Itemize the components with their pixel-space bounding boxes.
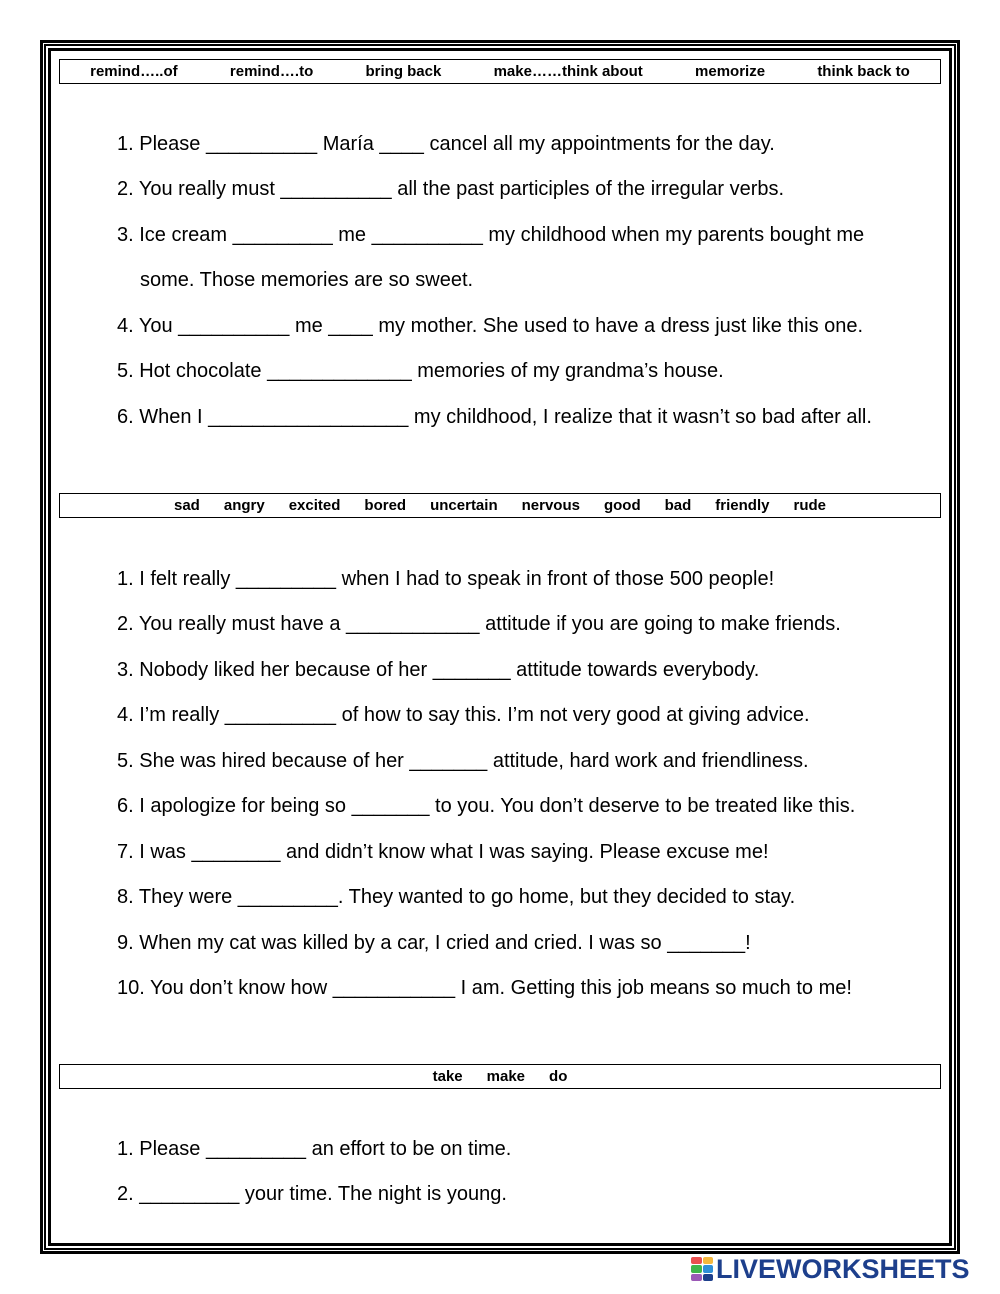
sentence-text: 1. Please _________ an effort to be on time. — [117, 1138, 512, 1160]
exercise-item — [117, 133, 775, 155]
logo-mark-tile — [703, 1257, 714, 1264]
sentence-text: 1. Please __________ María ____ cancel all my appointments for the day. — [117, 133, 775, 155]
sentence-text: 9. When my cat was killed by a car, I cried and cried. I was so _______! — [117, 932, 751, 954]
logo-mark-tile — [691, 1257, 702, 1264]
word-bank-item: remind….to — [229, 63, 314, 80]
logo-mark-tile — [703, 1274, 714, 1281]
exercise-item — [117, 224, 864, 291]
liveworksheets-logo — [691, 1253, 970, 1285]
exercise-item — [117, 932, 751, 954]
sentence-text: 3. Ice cream _________ me __________ my childhood when my parents bought me — [117, 224, 865, 246]
exercise-item — [117, 1183, 507, 1205]
word-bank-item: rude — [793, 497, 826, 514]
exercise-item — [117, 750, 809, 772]
word-bank-1 — [59, 59, 941, 84]
logo-mark-tile — [703, 1265, 714, 1272]
sentence-continuation: some. Those memories are so sweet. — [140, 269, 474, 291]
word-bank-item: remind…..of — [90, 63, 178, 80]
word-bank-item: bring back — [365, 63, 442, 80]
exercise-item — [117, 178, 784, 200]
word-bank-item: sad — [174, 497, 200, 514]
exercise-item — [117, 977, 852, 999]
word-bank-item: bored — [364, 497, 407, 514]
word-bank-item: make — [486, 1068, 526, 1085]
word-bank-item: uncertain — [430, 497, 498, 514]
word-bank-item: excited — [288, 497, 341, 514]
word-bank-item: good — [603, 497, 641, 514]
sentence-text: 2. You really must have a ____________ attitude if you are going to make friends. — [117, 613, 841, 635]
exercise-item — [117, 659, 759, 681]
word-bank-item: think back to — [817, 63, 910, 80]
sentence-text: 5. Hot chocolate _____________ memories of my grandma’s house. — [117, 360, 724, 382]
sentence-text: 4. You __________ me ____ my mother. She used to have a dress just like this one. — [117, 315, 864, 337]
exercise-item — [117, 613, 841, 635]
exercise-item — [117, 568, 774, 590]
logo-text: LIVEWORKSHEETS — [716, 1253, 970, 1284]
word-bank-item: do — [549, 1068, 568, 1085]
sentence-text: 8. They were _________. They wanted to go home, but they decided to stay. — [117, 886, 796, 908]
word-bank-item: friendly — [715, 497, 770, 514]
logo-mark-tile — [691, 1265, 702, 1272]
sentence-text: 1. I felt really _________ when I had to speak in front of those 500 people! — [117, 568, 775, 590]
word-bank-item: make……think about — [493, 63, 643, 80]
sentence-text: 10. You don’t know how ___________ I am. Getting this job means so much to me! — [117, 977, 852, 999]
word-bank-2 — [59, 493, 941, 518]
word-bank-item: angry — [223, 497, 265, 514]
exercise-item — [117, 704, 810, 726]
exercise-item — [117, 315, 863, 337]
word-bank-item: take — [432, 1068, 463, 1085]
sentence-text: 5. She was hired because of her _______ attitude, hard work and friendliness. — [117, 750, 809, 772]
word-bank-item: nervous — [521, 497, 580, 514]
logo-mark-tile — [691, 1274, 702, 1281]
logo-mark-icon — [691, 1257, 713, 1281]
word-bank-item: bad — [664, 497, 692, 514]
sentence-text: 2. You really must __________ all the past participles of the irregular verbs. — [117, 178, 785, 200]
sentence-text: 6. I apologize for being so _______ to you. You don’t deserve to be treated like this. — [117, 795, 856, 817]
sentence-text: 2. _________ your time. The night is young. — [117, 1183, 507, 1205]
exercise-item — [117, 1138, 511, 1160]
exercise-item — [117, 795, 855, 817]
word-bank-item: memorize — [695, 63, 766, 80]
exercise-item — [117, 841, 769, 863]
exercise-item — [117, 360, 724, 382]
sentence-text: 6. When I __________________ my childhood, I realize that it wasn’t so bad after all. — [117, 406, 872, 428]
exercise-item — [117, 406, 872, 428]
sentence-text: 3. Nobody liked her because of her _______ attitude towards everybody. — [117, 659, 760, 681]
exercise-item — [117, 886, 795, 908]
sentence-text: 7. I was ________ and didn’t know what I was saying. Please excuse me! — [117, 841, 769, 863]
sentence-text: 4. I’m really __________ of how to say this. I’m not very good at giving advice. — [117, 704, 810, 726]
word-bank-3 — [59, 1064, 941, 1089]
